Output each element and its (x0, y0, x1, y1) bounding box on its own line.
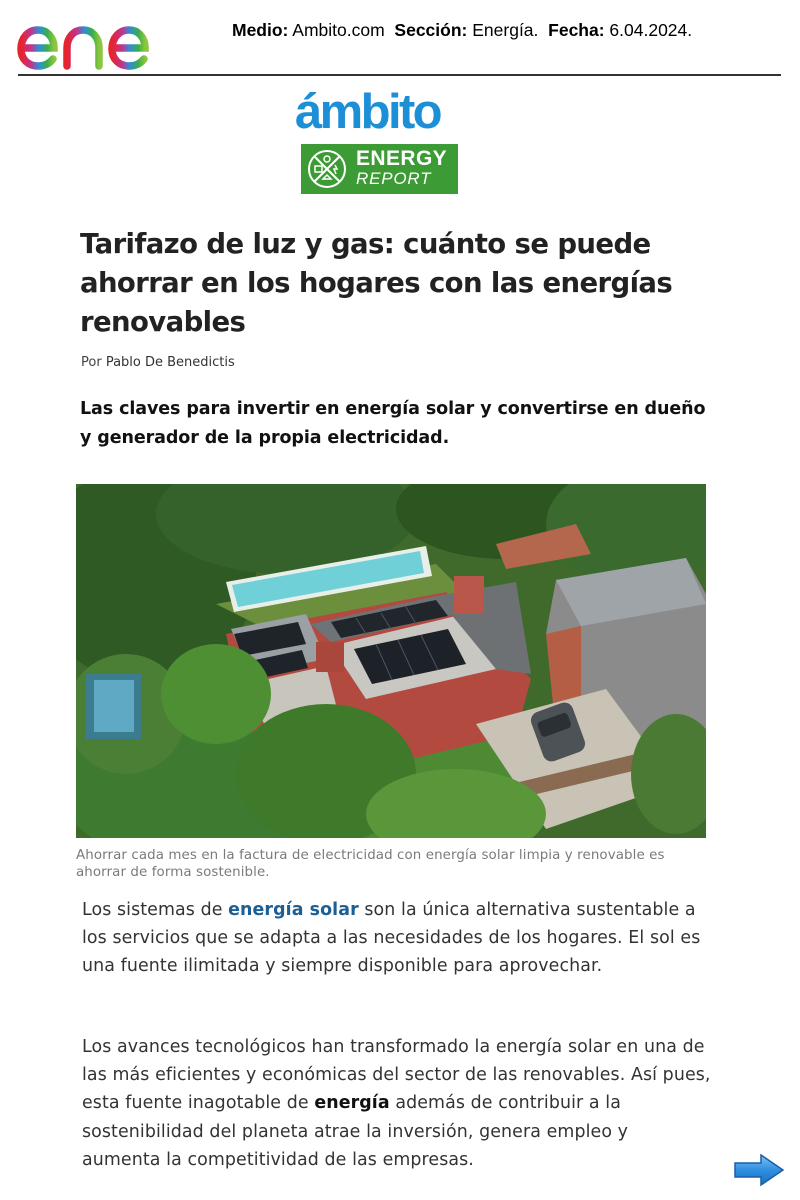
medio-label: Medio: (232, 20, 289, 40)
article-photo (76, 484, 706, 838)
medio-value: Ambito.com (292, 20, 385, 40)
press-header (232, 20, 692, 41)
p1-text-start: Los sistemas de (82, 900, 229, 920)
ambito-logo: ámbito (295, 85, 441, 139)
seccion-label: Sección: (394, 20, 468, 40)
article-subtitle: Las claves para invertir en energía solar y convertirse en dueño y generador de la propia electricidad. (80, 399, 706, 448)
p1-text-end: son la única alternativa sustentable a los servicios que se adapta a las necesidades de los hogares. El sol es una fuente ilimitada y siempre disponible para aprovechar. (82, 900, 701, 977)
energy-word: ENERGY (356, 147, 448, 170)
p2-bold-word: energía (314, 1093, 390, 1114)
report-word: REPORT (356, 169, 432, 188)
energy-emblem-icon (306, 149, 348, 189)
article-title: Tarifazo de luz y gas: cuánto se puede ahorrar en los hogares con las energías renovables (80, 228, 673, 338)
fecha-label: Fecha: (548, 20, 605, 40)
p2-text-end: además de contribuir a la sostenibilidad del planeta atrae la inversión, genera empleo y aumenta la competitividad de las empresas. (82, 1093, 629, 1170)
enel-logo (14, 4, 184, 74)
byline (81, 355, 235, 370)
paragraph-2 (82, 1033, 712, 1174)
fecha-value: 6.04.2024. (609, 20, 693, 40)
byline-prefix: Por (81, 355, 102, 370)
energy-report-badge (301, 144, 458, 194)
author-link[interactable]: Pablo De Benedictis (105, 355, 235, 370)
header-divider (18, 74, 781, 76)
p2-text-start: Los avances tecnológicos han transformado la energía solar en una de las más eficientes y económicas del sector de las renovables. Así pues, esta fuente inagotable de (82, 1037, 711, 1114)
energia-solar-link[interactable]: energía solar (228, 900, 359, 920)
seccion-value: Energía. (472, 20, 539, 40)
right-arrow-icon[interactable] (733, 1153, 785, 1187)
paragraph-1 (82, 896, 712, 981)
photo-caption: Ahorrar cada mes en la factura de electricidad con energía solar limpia y renovable es ahorrar de forma sostenible. (76, 848, 665, 880)
